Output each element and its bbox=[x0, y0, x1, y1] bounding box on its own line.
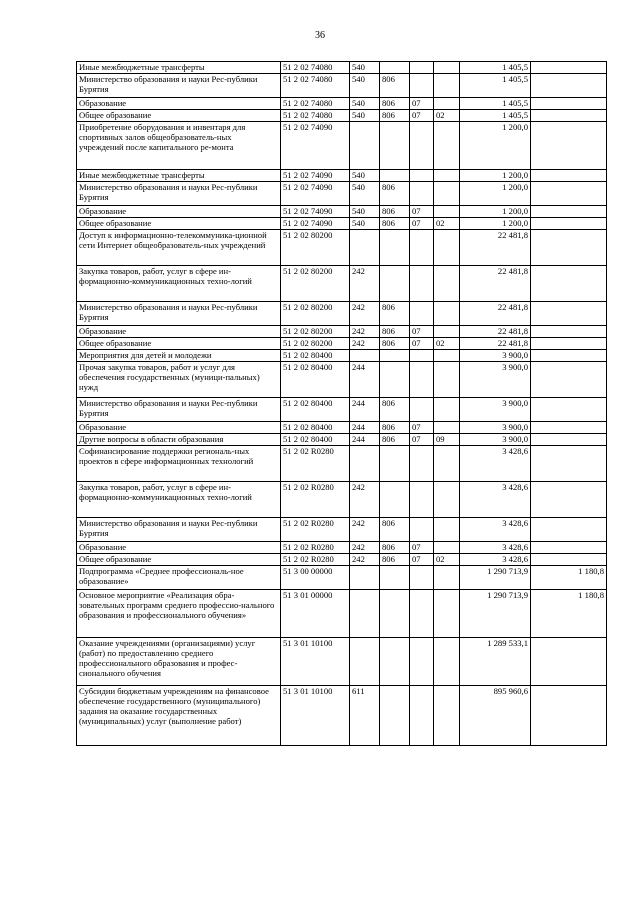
row-grbs bbox=[380, 482, 410, 518]
row-pr: 02 bbox=[434, 338, 460, 350]
row-grbs bbox=[380, 62, 410, 74]
row-code: 51 2 02 R0280 bbox=[281, 446, 350, 482]
row-pr: 02 bbox=[434, 218, 460, 230]
row-sum: 3 428,6 bbox=[460, 518, 531, 542]
row-pr: 02 bbox=[434, 554, 460, 566]
row-vr bbox=[350, 122, 380, 170]
row-vr: 244 bbox=[350, 398, 380, 422]
row-grbs: 806 bbox=[380, 326, 410, 338]
row-vr: 242 bbox=[350, 302, 380, 326]
row-rz: 07 bbox=[410, 434, 434, 446]
row-pr bbox=[434, 182, 460, 206]
row-name: Общее образование bbox=[77, 554, 281, 566]
row-name: Иные межбюджетные трансферты bbox=[77, 170, 281, 182]
row-vr: 242 bbox=[350, 554, 380, 566]
row-pr bbox=[434, 686, 460, 746]
row-rz bbox=[410, 362, 434, 398]
row-grbs: 806 bbox=[380, 182, 410, 206]
table-row bbox=[77, 482, 607, 518]
table-row bbox=[77, 110, 607, 122]
row-name: Другие вопросы в области образования bbox=[77, 434, 281, 446]
row-name: Общее образование bbox=[77, 110, 281, 122]
row-name: Софинансирование поддержки региональ-ных проектов в сфере информационных технологий bbox=[77, 446, 281, 482]
row-name: Министерство образования и науки Рес-публики Бурятия bbox=[77, 302, 281, 326]
row-sum2 bbox=[531, 542, 607, 554]
row-sum2 bbox=[531, 266, 607, 302]
row-pr bbox=[434, 590, 460, 638]
table-row bbox=[77, 62, 607, 74]
row-pr: 02 bbox=[434, 110, 460, 122]
row-grbs: 806 bbox=[380, 74, 410, 98]
table-row bbox=[77, 554, 607, 566]
row-sum2 bbox=[531, 362, 607, 398]
row-code: 51 3 01 00000 bbox=[281, 590, 350, 638]
row-pr bbox=[434, 518, 460, 542]
row-grbs: 806 bbox=[380, 206, 410, 218]
row-vr: 540 bbox=[350, 74, 380, 98]
table-row bbox=[77, 446, 607, 482]
row-sum: 22 481,8 bbox=[460, 338, 531, 350]
row-vr: 540 bbox=[350, 98, 380, 110]
row-sum: 1 289 533,1 bbox=[460, 638, 531, 686]
row-grbs bbox=[380, 122, 410, 170]
row-sum2 bbox=[531, 686, 607, 746]
table-row bbox=[77, 542, 607, 554]
row-grbs: 806 bbox=[380, 518, 410, 542]
row-vr: 540 bbox=[350, 182, 380, 206]
row-rz bbox=[410, 74, 434, 98]
table-row bbox=[77, 518, 607, 542]
row-name: Субсидии бюджетным учреждениям на финансовое обеспечение государственного (муниципального) задания на оказание государственных (муниципальных) услуг (выполнение работ) bbox=[77, 686, 281, 746]
row-sum2 bbox=[531, 122, 607, 170]
row-rz bbox=[410, 518, 434, 542]
table-row bbox=[77, 590, 607, 638]
row-sum: 22 481,8 bbox=[460, 266, 531, 302]
table-row bbox=[77, 350, 607, 362]
row-grbs: 806 bbox=[380, 398, 410, 422]
row-sum2 bbox=[531, 518, 607, 542]
row-name: Образование bbox=[77, 542, 281, 554]
row-code: 51 3 00 00000 bbox=[281, 566, 350, 590]
row-name: Закупка товаров, работ, услуг в сфере ин-формационно-коммуникационных техно-логий bbox=[77, 266, 281, 302]
row-grbs bbox=[380, 590, 410, 638]
row-rz bbox=[410, 302, 434, 326]
row-sum2 bbox=[531, 482, 607, 518]
row-code: 51 2 02 R0280 bbox=[281, 542, 350, 554]
row-sum: 1 405,5 bbox=[460, 98, 531, 110]
row-code: 51 3 01 10100 bbox=[281, 638, 350, 686]
row-sum2 bbox=[531, 62, 607, 74]
row-sum: 1 200,0 bbox=[460, 122, 531, 170]
row-name: Образование bbox=[77, 206, 281, 218]
row-sum: 3 428,6 bbox=[460, 446, 531, 482]
row-sum2 bbox=[531, 98, 607, 110]
row-sum: 22 481,8 bbox=[460, 230, 531, 266]
row-code: 51 3 01 10100 bbox=[281, 686, 350, 746]
row-grbs bbox=[380, 638, 410, 686]
table-row bbox=[77, 398, 607, 422]
row-vr: 242 bbox=[350, 482, 380, 518]
row-pr bbox=[434, 482, 460, 518]
row-rz bbox=[410, 350, 434, 362]
row-name: Мероприятия для детей и молодежи bbox=[77, 350, 281, 362]
table-row bbox=[77, 686, 607, 746]
table-row bbox=[77, 338, 607, 350]
row-grbs bbox=[380, 266, 410, 302]
row-name: Иные межбюджетные трансферты bbox=[77, 62, 281, 74]
row-name: Основное мероприятие «Реализация обра-зовательных программ среднего профессио-нального образования и профессионального обучения» bbox=[77, 590, 281, 638]
row-sum2 bbox=[531, 182, 607, 206]
row-rz bbox=[410, 122, 434, 170]
row-code: 51 2 02 80200 bbox=[281, 266, 350, 302]
row-rz: 07 bbox=[410, 422, 434, 434]
row-sum2 bbox=[531, 434, 607, 446]
row-rz: 07 bbox=[410, 218, 434, 230]
row-name: Министерство образования и науки Рес-публики Бурятия bbox=[77, 398, 281, 422]
budget-table-body bbox=[77, 62, 607, 746]
row-sum2 bbox=[531, 422, 607, 434]
row-sum2 bbox=[531, 638, 607, 686]
table-row bbox=[77, 74, 607, 98]
row-sum: 895 960,6 bbox=[460, 686, 531, 746]
row-name: Министерство образования и науки Рес-публики Бурятия bbox=[77, 182, 281, 206]
row-grbs: 806 bbox=[380, 98, 410, 110]
row-grbs: 806 bbox=[380, 434, 410, 446]
row-sum2 bbox=[531, 74, 607, 98]
row-pr bbox=[434, 362, 460, 398]
row-vr: 244 bbox=[350, 362, 380, 398]
row-vr: 540 bbox=[350, 218, 380, 230]
row-sum2 bbox=[531, 554, 607, 566]
page-number: 36 bbox=[315, 30, 325, 41]
row-sum: 1 290 713,9 bbox=[460, 566, 531, 590]
table-row bbox=[77, 122, 607, 170]
row-code: 51 2 02 74080 bbox=[281, 110, 350, 122]
row-vr: 611 bbox=[350, 686, 380, 746]
row-code: 51 2 02 80400 bbox=[281, 434, 350, 446]
row-grbs bbox=[380, 686, 410, 746]
row-vr bbox=[350, 446, 380, 482]
row-sum: 1 200,0 bbox=[460, 182, 531, 206]
row-grbs: 806 bbox=[380, 218, 410, 230]
row-pr bbox=[434, 422, 460, 434]
row-sum: 22 481,8 bbox=[460, 326, 531, 338]
row-sum2 bbox=[531, 218, 607, 230]
row-pr bbox=[434, 326, 460, 338]
row-code: 51 2 02 80200 bbox=[281, 230, 350, 266]
table-row bbox=[77, 566, 607, 590]
row-grbs: 806 bbox=[380, 554, 410, 566]
row-rz bbox=[410, 398, 434, 422]
row-name: Образование bbox=[77, 422, 281, 434]
row-sum2 bbox=[531, 302, 607, 326]
row-vr: 242 bbox=[350, 266, 380, 302]
row-sum: 3 428,6 bbox=[460, 542, 531, 554]
row-pr bbox=[434, 206, 460, 218]
row-vr: 540 bbox=[350, 170, 380, 182]
row-sum2 bbox=[531, 170, 607, 182]
table-row bbox=[77, 302, 607, 326]
row-grbs bbox=[380, 350, 410, 362]
row-sum2 bbox=[531, 338, 607, 350]
row-rz: 07 bbox=[410, 98, 434, 110]
row-rz bbox=[410, 638, 434, 686]
row-code: 51 2 02 80400 bbox=[281, 362, 350, 398]
row-sum2: 1 180,8 bbox=[531, 566, 607, 590]
row-code: 51 2 02 74080 bbox=[281, 74, 350, 98]
row-grbs: 806 bbox=[380, 338, 410, 350]
row-sum: 1 405,5 bbox=[460, 110, 531, 122]
row-rz bbox=[410, 590, 434, 638]
row-rz: 07 bbox=[410, 554, 434, 566]
row-sum2: 1 180,8 bbox=[531, 590, 607, 638]
row-grbs bbox=[380, 170, 410, 182]
row-sum2 bbox=[531, 446, 607, 482]
row-pr bbox=[434, 446, 460, 482]
row-name: Подпрограмма «Среднее профессиональ-ное образование» bbox=[77, 566, 281, 590]
row-vr: 244 bbox=[350, 422, 380, 434]
row-rz: 07 bbox=[410, 110, 434, 122]
row-code: 51 2 02 74090 bbox=[281, 122, 350, 170]
row-grbs: 806 bbox=[380, 542, 410, 554]
row-vr: 242 bbox=[350, 326, 380, 338]
row-code: 51 2 02 80200 bbox=[281, 326, 350, 338]
table-row bbox=[77, 362, 607, 398]
row-sum2 bbox=[531, 350, 607, 362]
table-row bbox=[77, 638, 607, 686]
row-vr: 244 bbox=[350, 434, 380, 446]
row-grbs bbox=[380, 566, 410, 590]
row-grbs bbox=[380, 446, 410, 482]
row-pr bbox=[434, 62, 460, 74]
row-pr bbox=[434, 74, 460, 98]
row-pr bbox=[434, 170, 460, 182]
row-sum2 bbox=[531, 110, 607, 122]
row-name: Общее образование bbox=[77, 218, 281, 230]
row-code: 51 2 02 74090 bbox=[281, 206, 350, 218]
row-grbs bbox=[380, 230, 410, 266]
row-sum2 bbox=[531, 326, 607, 338]
row-pr bbox=[434, 98, 460, 110]
row-name: Общее образование bbox=[77, 338, 281, 350]
row-vr bbox=[350, 638, 380, 686]
row-vr bbox=[350, 230, 380, 266]
row-sum: 3 900,0 bbox=[460, 434, 531, 446]
row-sum: 1 405,5 bbox=[460, 74, 531, 98]
row-name: Образование bbox=[77, 98, 281, 110]
row-rz: 07 bbox=[410, 206, 434, 218]
row-pr bbox=[434, 266, 460, 302]
budget-table bbox=[76, 61, 607, 746]
row-grbs: 806 bbox=[380, 302, 410, 326]
row-vr: 242 bbox=[350, 542, 380, 554]
row-code: 51 2 02 80400 bbox=[281, 350, 350, 362]
row-rz: 07 bbox=[410, 326, 434, 338]
row-sum: 3 428,6 bbox=[460, 482, 531, 518]
row-vr bbox=[350, 566, 380, 590]
row-sum: 3 900,0 bbox=[460, 362, 531, 398]
row-rz bbox=[410, 182, 434, 206]
row-rz bbox=[410, 230, 434, 266]
row-code: 51 2 02 74080 bbox=[281, 98, 350, 110]
row-vr: 242 bbox=[350, 518, 380, 542]
row-code: 51 2 02 74090 bbox=[281, 170, 350, 182]
row-rz bbox=[410, 170, 434, 182]
row-sum: 1 200,0 bbox=[460, 206, 531, 218]
row-rz bbox=[410, 446, 434, 482]
row-rz: 07 bbox=[410, 542, 434, 554]
row-pr bbox=[434, 230, 460, 266]
row-pr bbox=[434, 542, 460, 554]
row-code: 51 2 02 74090 bbox=[281, 182, 350, 206]
row-vr: 540 bbox=[350, 206, 380, 218]
row-sum: 3 900,0 bbox=[460, 350, 531, 362]
row-code: 51 2 02 74080 bbox=[281, 62, 350, 74]
row-pr bbox=[434, 398, 460, 422]
row-rz: 07 bbox=[410, 338, 434, 350]
row-code: 51 2 02 R0280 bbox=[281, 554, 350, 566]
row-name: Министерство образования и науки Рес-публики Бурятия bbox=[77, 74, 281, 98]
row-sum: 1 200,0 bbox=[460, 170, 531, 182]
row-vr: 540 bbox=[350, 62, 380, 74]
row-sum: 1 290 713,9 bbox=[460, 590, 531, 638]
table-row bbox=[77, 182, 607, 206]
row-name: Доступ к информационно-телекоммуника-ционной сети Интернет общеобразователь-ных учреждений bbox=[77, 230, 281, 266]
row-sum: 3 900,0 bbox=[460, 422, 531, 434]
row-rz bbox=[410, 266, 434, 302]
row-name: Министерство образования и науки Рес-публики Бурятия bbox=[77, 518, 281, 542]
row-sum2 bbox=[531, 230, 607, 266]
row-rz bbox=[410, 62, 434, 74]
row-rz bbox=[410, 686, 434, 746]
row-pr bbox=[434, 350, 460, 362]
row-code: 51 2 02 80400 bbox=[281, 422, 350, 434]
table-row bbox=[77, 266, 607, 302]
row-code: 51 2 02 R0280 bbox=[281, 518, 350, 542]
table-row bbox=[77, 422, 607, 434]
row-name: Образование bbox=[77, 326, 281, 338]
row-sum2 bbox=[531, 398, 607, 422]
row-rz bbox=[410, 566, 434, 590]
row-sum2 bbox=[531, 206, 607, 218]
row-grbs: 806 bbox=[380, 422, 410, 434]
row-code: 51 2 02 80400 bbox=[281, 398, 350, 422]
row-pr bbox=[434, 302, 460, 326]
row-name: Оказание учреждениями (организациями) услуг (работ) по предоставлению среднего профессионального образования и профес-сионального обучения bbox=[77, 638, 281, 686]
row-sum: 1 200,0 bbox=[460, 218, 531, 230]
row-sum: 1 405,5 bbox=[460, 62, 531, 74]
row-name: Прочая закупка товаров, работ и услуг для обеспечения государственных (муници-пальных) нужд bbox=[77, 362, 281, 398]
row-pr bbox=[434, 638, 460, 686]
row-sum: 3 428,6 bbox=[460, 554, 531, 566]
table-row bbox=[77, 326, 607, 338]
table-row bbox=[77, 434, 607, 446]
row-vr bbox=[350, 590, 380, 638]
row-pr bbox=[434, 566, 460, 590]
table-row bbox=[77, 170, 607, 182]
row-vr bbox=[350, 350, 380, 362]
row-grbs: 806 bbox=[380, 110, 410, 122]
row-code: 51 2 02 80200 bbox=[281, 338, 350, 350]
row-name: Приобретение оборудования и инвентаря для спортивных залов общеобразователь-ных учреждений после капитального ре-монта bbox=[77, 122, 281, 170]
row-vr: 540 bbox=[350, 110, 380, 122]
row-sum: 22 481,8 bbox=[460, 302, 531, 326]
row-code: 51 2 02 R0280 bbox=[281, 482, 350, 518]
table-row bbox=[77, 218, 607, 230]
row-sum: 3 900,0 bbox=[460, 398, 531, 422]
row-pr bbox=[434, 122, 460, 170]
table-row bbox=[77, 230, 607, 266]
row-grbs bbox=[380, 362, 410, 398]
row-code: 51 2 02 80200 bbox=[281, 302, 350, 326]
table-row bbox=[77, 98, 607, 110]
row-rz bbox=[410, 482, 434, 518]
row-vr: 242 bbox=[350, 338, 380, 350]
table-row bbox=[77, 206, 607, 218]
row-name: Закупка товаров, работ, услуг в сфере ин-формационно-коммуникационных техно-логий bbox=[77, 482, 281, 518]
row-code: 51 2 02 74090 bbox=[281, 218, 350, 230]
row-pr: 09 bbox=[434, 434, 460, 446]
